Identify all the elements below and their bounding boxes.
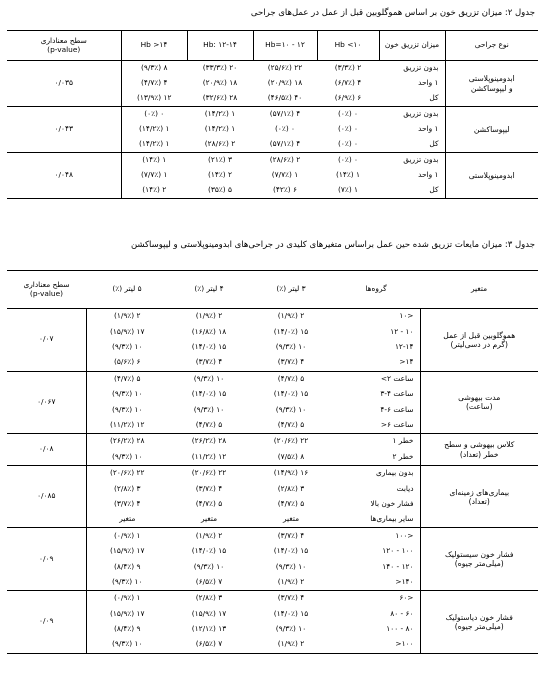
table1-row [7,107,538,123]
table1-pvalue-cell: ۰/۰۳۵ [7,61,121,107]
table2-row [7,591,538,607]
table2-value-cell: ۱۰ (۹/۳٪) [112,404,143,414]
table2-value-cell: ۱۵ (۱۴/۰٪) [273,608,309,618]
table2-group-cell: ۸۰ - ۱۰۰ [386,624,414,634]
table1-value-cell: ۱ (۱۴/۲٪) [187,107,253,123]
table2-header-row [7,271,538,309]
table1-transfusion-cell: ۱ واحد [418,78,439,88]
table2-value-cell: ۵ (۴/۷٪) [277,498,305,508]
table2-value-cell: ۳ (۲/۸٪) [113,483,141,493]
table1-pvalue-cell: ۰/۰۴۳ [7,107,121,153]
table1-value-cell: ۴۰ (۴۶/۵٪) [267,93,303,103]
table2-value-cell: متغیر [200,514,218,524]
table2-value-cell: ۱۰ (۹/۳٪) [275,404,307,414]
table2-value-cell: ۱۰ (۹/۳٪) [275,342,307,352]
table2-group-cell: ۱۲-۱۴ [394,342,414,352]
table2-group-cell: بدون بیماری [332,465,420,481]
table1-header-pvalue: سطح معناداری (p-value) [7,31,121,61]
table1-transfusion-cell: ۱ واحد [418,124,439,134]
table2-value-cell: ۱۰ (۹/۳٪) [112,639,143,649]
table2-group-cell: ساعت ۶-۴ [380,404,414,414]
table2-group-cell: ساعت ۲> [332,371,420,387]
table1-value-cell: ۰ (۰٪) [274,124,296,134]
table1-value-cell: ۱ (۷/۷٪) [140,170,168,180]
table2-value-cell: ۳ (۲/۸٪) [168,591,250,607]
table2-value-cell: ۱۳ (۱۲/۱٪) [191,624,227,634]
table1-value-cell: ۰ (۰٪) [317,153,379,169]
table2-value-cell: ۵ (۴/۷٪) [195,419,223,429]
table2-value-cell: ۱۰ (۹/۳٪) [275,624,307,634]
table1-row [7,61,538,77]
table2-value-cell: ۹ (۸/۴٪) [113,624,141,634]
table1-value-cell: ۱ (۱۴/۲٪) [204,124,236,134]
table2-value-cell: ۱۷ (۱۵/۹٪) [110,546,145,556]
table1-value-cell: ۲۸ (۳۲/۶٪) [202,93,238,103]
table1-value-cell: ۵ (۳۵٪) [207,185,233,195]
table2-header-3l: ۳ لیتر (٪) [250,271,332,309]
table1-value-cell: ۱ (۱۴/۲٪) [139,139,170,149]
table1-transfusion-cell: کل [429,93,439,103]
table2-group-cell: ساعت ۴-۳ [380,389,414,399]
table1-surgery-cell: ابدومینوپلاستی [445,153,538,199]
table2-row [7,309,538,325]
table1-value-cell: ۶ (۴۲٪) [272,185,298,195]
table1-header-hb1: Hb <۱۰ [317,31,379,61]
table2-value-cell: ۱۵ (۱۴/۰٪) [191,342,227,352]
table2-header-pvalue: سطح معناداری (p-value) [7,271,86,309]
table1-value-cell: ۲ (۱۴٪) [207,170,233,180]
table1-value-cell: ۱ (۱۴٪) [121,153,187,169]
table2-group-cell: <۶۰ [332,591,420,607]
table1-value-cell: ۲ (۲۸/۶٪) [253,153,317,169]
table1-value-cell: ۱۸ (۲۰/۹٪) [267,78,303,88]
table1-transfusion-cell: بدون تزریق [379,153,445,169]
table2-value-cell: ۵ (۴/۷٪) [86,371,168,387]
table2-value-cell: ۱۷ (۱۵/۹٪) [110,326,145,336]
table2-value-cell: ۵ (۴/۷٪) [277,419,305,429]
table2-row [7,434,538,450]
table2-variable-cell: مدت بیهوشی (ساعت) [420,371,538,434]
table2-group-cell: ۱۴۰< [395,576,414,586]
table2-value-cell: ۱۵ (۱۴/۰٪) [273,546,309,556]
table2-group-cell: سایر بیماری‌ها [370,514,414,524]
table2-value-cell: ۱۰ (۹/۳٪) [168,371,250,387]
table1-value-cell: ۱ (۱۴٪) [335,170,361,180]
table1-header-transfusion: میزان تزریق خون [379,31,445,61]
table2-pvalue-cell: ۰/۰۷ [7,309,86,372]
table1-transfusion-cell: بدون تزریق [379,107,445,123]
table2-group-cell: ساعت ۶< [380,419,414,429]
table2-value-cell: ۳ (۲/۸٪) [277,483,305,493]
table2-value-cell: ۶ (۵/۶٪) [113,357,141,367]
table1-value-cell: ۰ (۰٪) [121,107,187,123]
table2-pvalue-cell: ۰/۰۹ [7,528,86,591]
table2-value-cell: ۲۲ (۲۰/۶٪) [86,465,168,481]
table2-value-cell: ۴ (۳/۷٪) [250,591,332,607]
table1-value-cell: ۱۸ (۲۰/۹٪) [202,78,238,88]
table2-value-cell: ۵ (۴/۷٪) [250,371,332,387]
table1-value-cell: ۲۰ (۳۳/۳٪) [187,61,253,77]
table2-caption: جدول ۳: میزان مایعات تزریق شده حین عمل براساس متغیرهای کلیدی در جراحی‌های ابدومینوپلاستی و لیپوساکشن [130,240,535,250]
table2-group-cell: ۶۰ - ۸۰ [390,608,414,618]
table2-value-cell: ۸ (۷/۵٪) [277,451,305,461]
table2-value-cell: ۷ (۶/۵٪) [195,576,223,586]
table2-value-cell: ۱۵ (۱۴/۰٪) [273,389,309,399]
table1-surgery-cell: ابدومینوپلاستی و لیپوساکشن [445,61,538,107]
table2-value-cell: ۲ (۱/۹٪) [250,309,332,325]
table2-value-cell: ۴ (۳/۷٪) [277,357,305,367]
table1-value-cell: ۱ (۷٪) [337,185,359,195]
table2-value-cell: ۲ (۱/۹٪) [277,576,305,586]
table2-value-cell: ۱۰ (۹/۳٪) [112,389,143,399]
table2-variable-cell: کلاس بیهوشی و سطح خطر (تعداد) [420,434,538,466]
table2-group-cell: ۱۰ - ۱۲ [390,326,414,336]
table1-value-cell: ۱ (۷/۷٪) [271,170,299,180]
table1 [7,30,538,199]
table2-value-cell: ۲۲ (۲۰/۶٪) [250,434,332,450]
table2-value-cell: ۱۰ (۹/۳٪) [112,451,143,461]
table2-value-cell: ۱ (۰/۹٪) [86,591,168,607]
table2-value-cell: ۲۸ (۲۶/۲٪) [86,434,168,450]
table2-value-cell: متغیر [119,514,136,524]
table2 [7,270,538,654]
table1-transfusion-cell: ۱ واحد [418,170,439,180]
table2-value-cell: ۱۲ (۱۱/۲٪) [191,451,227,461]
table1-header-hb3: Hb: ۱۲-۱۴ [187,31,253,61]
table2-value-cell: ۴ (۳/۷٪) [250,528,332,544]
table1-value-cell: ۴ (۶/۷٪) [334,78,362,88]
table2-header-4l: ۴ لیتر (٪) [168,271,250,309]
table2-header-groups: گروه‌ها [332,271,420,309]
table1-value-cell: ۲ (۲۸/۶٪) [204,139,236,149]
table2-value-cell: ۷ (۶/۵٪) [195,639,223,649]
table2-value-cell: ۱۶ (۱۴/۹٪) [250,465,332,481]
table2-value-cell: ۲ (۱/۹٪) [277,639,305,649]
table2-value-cell: ۵ (۴/۷٪) [195,498,223,508]
table2-pvalue-cell: ۰/۰۸ [7,434,86,466]
table2-value-cell: ۲ (۱/۹٪) [168,309,250,325]
table2-group-cell: فشار خون بالا [370,498,414,508]
table2-group-cell: ۱۲۰ - ۱۴۰ [382,561,414,571]
table1-header-surgery: نوع جراحی [445,31,538,61]
table2-header-5l: ۵ لیتر (٪) [86,271,168,309]
table1-value-cell: ۱ (۱۴/۲٪) [139,124,170,134]
table1-pvalue-cell: ۰/۰۴۸ [7,153,121,199]
table2-row [7,528,538,544]
table2-pvalue-cell: ۰/۰۸۵ [7,465,86,528]
table1-transfusion-cell: بدون تزریق [379,61,445,77]
table1-surgery-cell: لیپوساکشن [445,107,538,153]
table2-variable-cell: بیماری‌های زمینه‌ای (تعداد) [420,465,538,528]
table2-group-cell: خطر ۱ [332,434,420,450]
table1-value-cell: ۶ (۶/۹٪) [334,93,362,103]
table2-value-cell: ۱ (۰/۹٪) [86,528,168,544]
table2-row [7,371,538,387]
table2-group-cell: ۱۰۰< [395,639,414,649]
table2-value-cell: ۴ (۳/۷٪) [113,498,141,508]
table2-group-cell: دیابت [396,483,414,493]
table1-value-cell: ۰ (۰٪) [337,139,359,149]
table1-row [7,153,538,169]
table2-group-cell: ۱۴< [399,357,414,367]
table2-group-cell: خطر ۲ [392,451,414,461]
table2-header-variable: متغیر [420,271,538,309]
table2-value-cell: ۱۷ (۱۵/۹٪) [191,608,227,618]
table2-value-cell: ۱۰ (۹/۳٪) [193,404,225,414]
table1-header-hb4: Hb >۱۴ [121,31,187,61]
table2-value-cell: ۲ (۱/۹٪) [168,528,250,544]
table2-value-cell: ۱۰ (۹/۳٪) [112,342,143,352]
table1-value-cell: ۲۲ (۲۵/۶٪) [253,61,317,77]
table1-transfusion-cell: کل [429,185,439,195]
table2-pvalue-cell: ۰/۰۹ [7,591,86,654]
table2-value-cell: ۲۲ (۲۰/۶٪) [168,465,250,481]
table1-value-cell: ۱۲ (۱۳/۹٪) [137,93,172,103]
table2-variable-cell: فشار خون سیستولیک (میلی‌متر جیوه) [420,528,538,591]
table1-value-cell: ۰ (۰٪) [337,124,359,134]
table2-variable-cell: هموگلوبین قبل از عمل (گرم در دسی‌لیتر) [420,309,538,372]
table2-variable-cell: فشار خون دیاستولیک (میلی‌متر جیوه) [420,591,538,654]
table2-value-cell: ۲ (۱/۹٪) [86,309,168,325]
table1-value-cell: ۴ (۵۷/۱٪) [269,139,301,149]
table2-value-cell: ۱۵ (۱۴/۰٪) [191,389,227,399]
table2-pvalue-cell: ۰/۰۶۷ [7,371,86,434]
table1-value-cell: ۰ (۰٪) [317,107,379,123]
table2-value-cell: ۱۸ (۱۶/۸٪) [191,326,227,336]
table1-caption: جدول ۲: میزان تزریق خون بر اساس هموگلوبین قبل از عمل در عمل‌های جراحی [250,8,535,18]
table2-value-cell: ۱۰ (۹/۳٪) [112,576,143,586]
table2-value-cell: متغیر [282,514,300,524]
table2-value-cell: ۱۷ (۱۵/۹٪) [110,608,145,618]
table1-value-cell: ۴ (۴/۷٪) [140,78,168,88]
table2-row [7,465,538,481]
table2-value-cell: ۱۵ (۱۴/۰٪) [191,546,227,556]
table2-value-cell: ۴ (۳/۷٪) [195,357,223,367]
table1-header-row [7,31,538,61]
table1-value-cell: ۳ (۲۱٪) [187,153,253,169]
table1-transfusion-cell: کل [429,139,439,149]
table2-value-cell: ۱۵ (۱۴/۰٪) [273,326,309,336]
table2-value-cell: ۱۰ (۹/۳٪) [193,561,225,571]
table1-value-cell: ۲ (۳/۳٪) [317,61,379,77]
table2-group-cell: <۱۰ [332,309,420,325]
table2-value-cell: ۱۰ (۹/۳٪) [275,561,307,571]
table1-value-cell: ۸ (۹/۳٪) [121,61,187,77]
table1-value-cell: ۲ (۱۴٪) [142,185,167,195]
table1-value-cell: ۴ (۵۷/۱٪) [253,107,317,123]
table2-value-cell: ۲۸ (۲۶/۲٪) [168,434,250,450]
table2-value-cell: ۹ (۸/۴٪) [113,561,141,571]
table2-group-cell: ۱۰۰ - ۱۲۰ [382,546,414,556]
table1-header-hb2: Hb=۱۰ - ۱۲ [253,31,317,61]
table2-group-cell: <۱۰۰ [332,528,420,544]
table2-value-cell: ۴ (۳/۷٪) [195,483,223,493]
table2-value-cell: ۱۲ (۱۱/۲٪) [110,419,145,429]
